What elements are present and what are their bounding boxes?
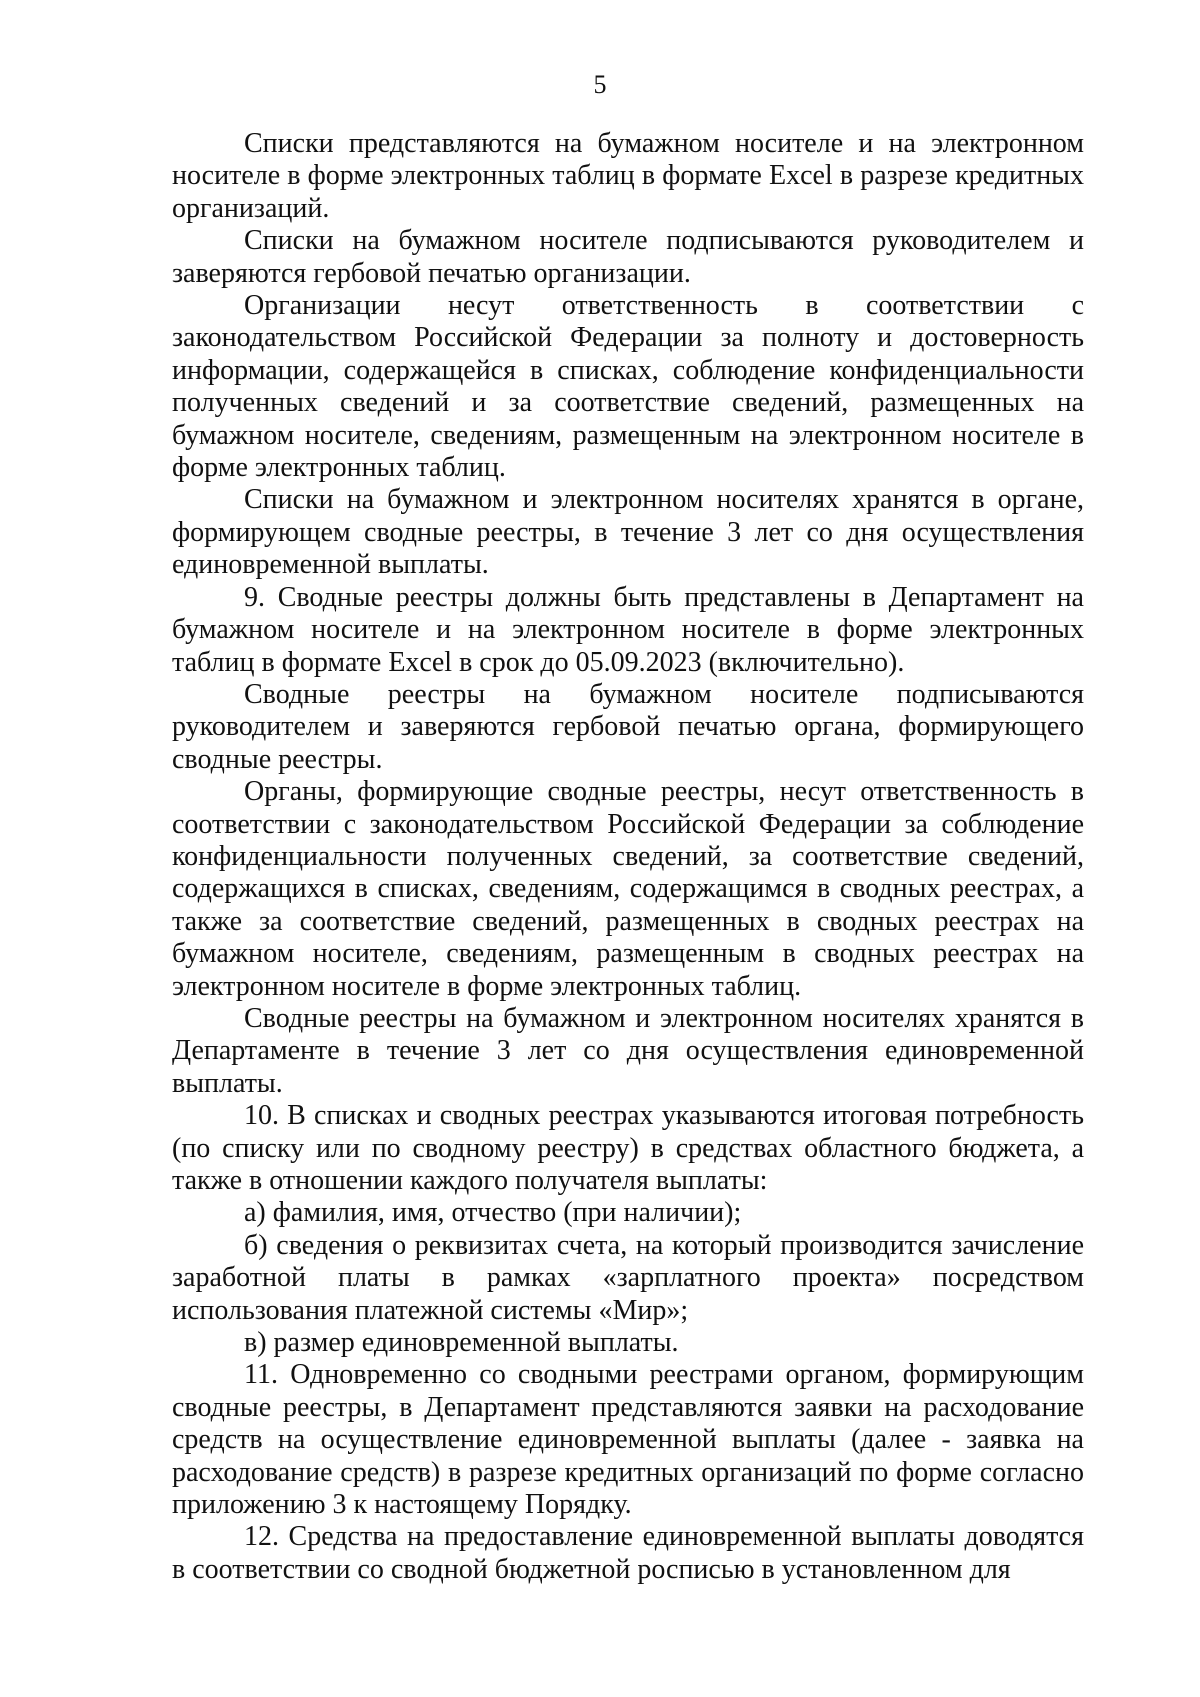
paragraph-registers-storage: Сводные реестры на бумажном и электронном носителях хранятся в Департаменте в течение 3 лет со дня осуществления единовременной выплаты. [172,1002,1084,1099]
paragraph-bodies-responsibility: Органы, формирующие сводные реестры, несут ответственность в соответствии с законодательством Российской Федерации за соблюдение конфиденциальности полученных сведений, за соответствие сведений, содержащихся в списках, сведениям, содержащимся в сводных реестрах, а также за соответствие сведений, размещенных в сводных реестрах на бумажном носителе, сведениям, размещенным в сводных реестрах на электронном носителе в форме электронных таблиц. [172,776,1084,1002]
paragraph-subitem-b: б) сведения о реквизитах счета, на который производится зачисление заработной платы в рамках «зарплатного проекта» посредством использования платежной системы «Мир»; [172,1229,1084,1326]
document-body [172,128,1084,1586]
paragraph-item-10: 10. В списках и сводных реестрах указываются итоговая потребность (по списку или по сводному реестру) в средствах областного бюджета, а также в отношении каждого получателя выплаты: [172,1100,1084,1196]
paragraph-subitem-a: а) фамилия, имя, отчество (при наличии); [244,1197,742,1229]
paragraph-lists-signing: Списки на бумажном носителе подписываются руководителем и заверяются гербовой печатью организации. [172,225,1084,289]
page-number: 5 [593,70,607,99]
paragraph-item-12: 12. Средства на предоставление единовременной выплаты доводятся в соответствии со сводной бюджетной росписью в установленном для [172,1521,1084,1585]
paragraph-lists-storage: Списки на бумажном и электронном носителях хранятся в органе, формирующем сводные реестры, в течение 3 лет со дня осуществления единовременной выплаты. [172,484,1084,581]
paragraph-lists-submission: Списки представляются на бумажном носителе и на электронном носителе в форме электронных таблиц в формате Excel в разрезе кредитных организаций. [172,128,1084,224]
paragraph-organizations-responsibility: Организации несут ответственность в соответствии с законодательством Российской Федерации за полноту и достоверность информации, содержащейся в списках, соблюдение конфиденциальности полученных сведений и за соответствие сведений, размещенных на бумажном носителе, сведениям, размещенным на электронном носителе в форме электронных таблиц. [172,290,1084,484]
paragraph-subitem-v: в) размер единовременной выплаты. [244,1327,679,1359]
paragraph-item-9: 9. Сводные реестры должны быть представлены в Департамент на бумажном носителе и на электронном носителе в форме электронных таблиц в формате Excel в срок до 05.09.2023 (включительно). [172,581,1084,678]
paragraph-registers-signing: Сводные реестры на бумажном носителе подписываются руководителем и заверяются гербовой печатью органа, формирующего сводные реестры. [172,678,1084,775]
paragraph-item-11: 11. Одновременно со сводными реестрами органом, формирующим сводные реестры, в Департамент представляются заявки на расходование средств на осуществление единовременной выплаты (далее - заявка на расходование средств) в разрезе кредитных организаций по форме согласно приложению 3 к настоящему Порядку. [172,1359,1084,1521]
